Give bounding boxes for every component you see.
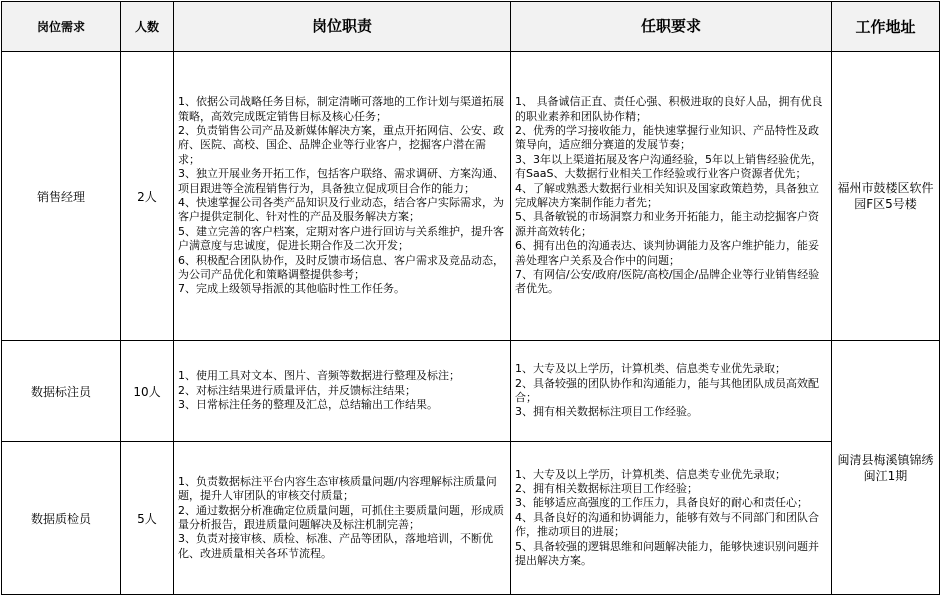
requirement-line: 2、优秀的学习接收能力，能快速掌握行业知识、产品特性及政策导向，适应细分赛道的发展节奏； — [515, 123, 819, 152]
requirement-line: 5、具备较强的逻辑思维和问题解决能力，能够快速识别问题并提出解决方案。 — [515, 539, 819, 568]
duty-line: 4、快速掌握公司各类产品知识及行业动态，结合客户实际需求，为客户提供定制化、针对性的产品及服务解决方案； — [178, 196, 504, 224]
job-table — [1, 1, 940, 595]
duties-cell — [174, 442, 511, 595]
duty-line: 2、负责销售公司产品及新媒体解决方案，重点开拓网信、公安、政府、医院、高校、国企、品牌企业等行业客户，挖掘客户潜在需求； — [178, 123, 504, 166]
duty-line: 6、积极配合团队协作，及时反馈市场信息、客户需求及竞品动态，为公司产品优化和策略调整提供参考； — [178, 253, 504, 282]
count-cell: 10人 — [121, 341, 174, 442]
duty-line: 2、对标注结果进行质量评估，并反馈标注结果； — [178, 383, 416, 397]
table-row — [2, 341, 940, 442]
address-cell: 福州市鼓楼区软件园F区5号楼 — [832, 52, 940, 341]
requirement-line: 1、大专及以上学历，计算机类、信息类专业优先录取； — [515, 362, 786, 376]
header-requirements: 任职要求 — [511, 2, 832, 52]
header-position: 岗位需求 — [2, 2, 121, 52]
duty-line: 1、使用工具对文本、图片、音频等数据进行整理及标注； — [178, 369, 460, 383]
table-row — [2, 52, 940, 341]
table-row — [2, 442, 940, 595]
requirement-line: 6、拥有出色的沟通表达、谈判协调能力及客户维护能力，能妥善处理客户关系及合作中的问题； — [515, 239, 819, 267]
header-address: 工作地址 — [832, 2, 940, 52]
requirement-line: 3、拥有相关数据标注项目工作经验。 — [515, 405, 698, 419]
requirement-line: 1、 具备诚信正直、责任心强、积极进取的良好人品，拥有优良的职业素养和团队协作精； — [515, 95, 823, 123]
requirement-line: 1、大专及以上学历，计算机类、信息类专业优先录取； — [515, 467, 786, 481]
duty-line: 3、独立开展业务开拓工作，包括客户联络、需求调研、方案沟通、项目跟进等全流程销售行为，具备独立促成项目合作的能力； — [178, 167, 504, 195]
header-row — [2, 2, 940, 52]
requirement-line: 3、能够适应高强度的工作压力，具备良好的耐心和责任心； — [515, 496, 808, 510]
count-cell: 2人 — [121, 52, 174, 341]
requirement-line: 2、拥有相关数据标注项目工作经验； — [515, 481, 698, 495]
count-cell: 5人 — [121, 442, 174, 595]
requirement-line: 5、具备敏锐的市场洞察力和业务开拓能力，能主动挖掘客户资源并高效转化； — [515, 210, 819, 238]
requirement-line: 2、具备较强的团队协作和沟通能力，能与其他团队成员高效配合； — [515, 376, 819, 404]
requirement-line: 4、具备良好的沟通和协调能力，能够有效与不同部门和团队合作，推动项目的进展； — [515, 510, 819, 539]
duty-line: 3、负责对接审核、质检、标准、产品等团队，落地培训，不断优化、改进质量相关各环节流程。 — [178, 532, 493, 560]
position-cell: 销售经理 — [2, 52, 121, 341]
position-cell: 数据质检员 — [2, 442, 121, 595]
duty-line: 2、通过数据分析准确定位质量问题，可抓住主要质量问题，形成质量分析报告，跟进质量问题解决及标注机制完善； — [178, 503, 504, 531]
duties-cell — [174, 52, 511, 341]
requirement-line: 7、有网信/公安/政府/医院/高校/国企/品牌企业等行业销售经验者优先。 — [515, 268, 820, 296]
duties-cell — [174, 341, 511, 442]
header-count: 人数 — [121, 2, 174, 52]
duty-line: 5、建立完善的客户档案，定期对客户进行回访与关系维护，提升客户满意度与忠诚度，促进长期合作及二次开发； — [178, 224, 504, 253]
duty-line: 7、完成上级领导指派的其他临时性工作任务。 — [178, 282, 405, 296]
duty-line: 3、日常标注任务的整理及汇总，总结输出工作结果。 — [178, 398, 438, 412]
duty-line: 1、负责数据标注平台内容生态审核质量问题/内容理解标注质量问题，提升人审团队的审核交付质量； — [178, 474, 497, 503]
requirements-cell — [511, 52, 832, 341]
header-duties: 岗位职责 — [174, 2, 511, 52]
position-cell: 数据标注员 — [2, 341, 121, 442]
requirements-cell — [511, 442, 832, 595]
address-cell: 闽清县梅溪镇锦绣闽江1期 — [832, 341, 940, 595]
requirement-line: 3、3年以上渠道拓展及客户沟通经验，5年以上销售经验优先，有SaaS、大数据行业相关工作经验或行业客户资源者优先； — [515, 152, 822, 181]
requirement-line: 4、了解或熟悉大数据行业相关知识及国家政策趋势，具备独立完成解决方案制作能力者先； — [515, 181, 819, 209]
duty-line: 1、依据公司战略任务目标，制定清晰可落地的工作计划与渠道拓展策略，高效完成既定销售目标及核心任务； — [178, 95, 504, 123]
requirements-cell — [511, 341, 832, 442]
